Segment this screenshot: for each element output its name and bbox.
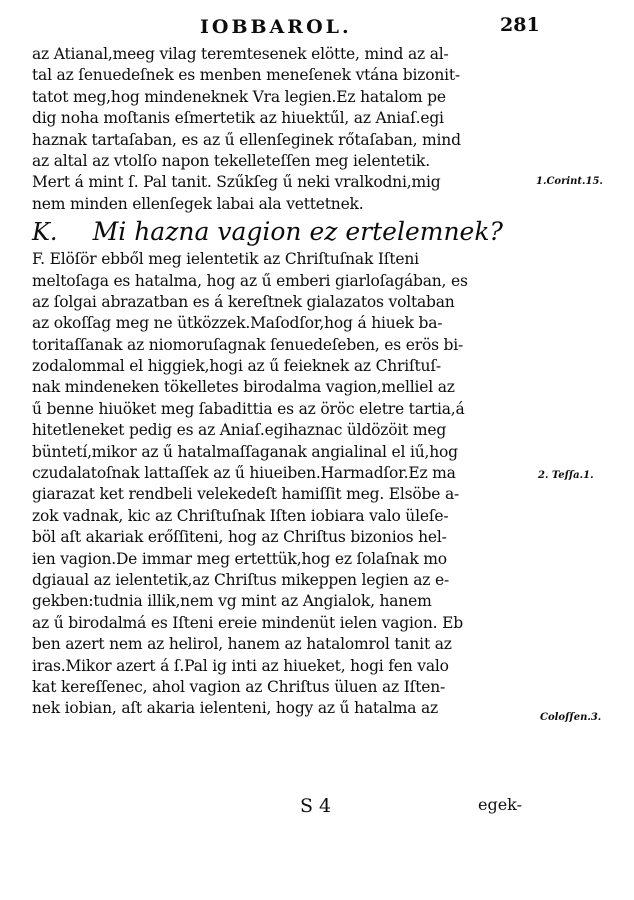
margin-reference: 2. Teſſa.1. (538, 470, 594, 481)
margin-reference: 1.Corint.15. (536, 176, 603, 187)
text-line: hitetleneket pedig es az Aniaſ.egihaznac üldözöit meg (32, 421, 447, 440)
margin-reference: Coloſſen.3. (540, 712, 602, 723)
text-line: az ſolgai abrazatban es á kereſtnek gialazatos voltaban (32, 292, 455, 311)
text-line: zodalommal el higgiek,hogi az ű feieknek az Chriſtuſ- (32, 357, 441, 376)
text-line: toritaſſanak az niomoruſagnak ſenuedeſeben, es erös bi- (32, 335, 464, 354)
text-line: büntetí,mikor az ű hatalmaſſaganak angialinal el iű,hog (32, 442, 458, 461)
paragraph (32, 44, 532, 215)
text-line: az altal az vtolſo napon tekelleteſſen meg ielentetik. (32, 151, 430, 170)
text-line: az Atianal,meeg vilag teremtesenek elötte, mind az al- (32, 45, 449, 63)
text-line: az okoſſag meg ne ütközzek.Maſodſor,hog á hiuek ba- (32, 314, 443, 333)
paragraph (32, 249, 532, 720)
text-line: tatot meg,hog mindeneknek Vra legien.Ez hatalom pe (32, 87, 446, 106)
text-line: iras.Mikor azert á ſ.Pal ig inti az hiueket, hogi fen valo (32, 656, 449, 675)
page-number: 281 (500, 14, 540, 36)
question-letter: K. (32, 218, 58, 247)
text-line: böl aſt akariak erőſſiteni, hog az Chriſtus bizonios hel- (32, 528, 447, 547)
signature-mark: S 4 (300, 795, 332, 817)
text-line: nem minden ellenſegek labai ala vettetnek. (32, 194, 364, 213)
question-text: Mi hazna vagion ez ertelemnek? (92, 217, 503, 247)
text-block (32, 44, 532, 720)
text-line: haznak tartaſaban, es az ű ellenſeginek rőtaſaban, mind (32, 130, 461, 149)
text-line: Mert á mint ſ. Pal tanit. Szűkſeg ű neki vralkodni,mig (32, 173, 441, 192)
text-line: nek iobian, aſt akaria ielenteni, hogy az ű hatalma az (32, 699, 438, 718)
text-line: meltoſaga es hatalma, hog az ű emberi giarloſagában, es (32, 271, 468, 290)
catchword: egek- (478, 795, 522, 814)
text-line: dig noha moſtanis eſmertetik az hiuektűl, az Aniaſ.egi (32, 109, 444, 128)
running-title: IOBBAROL. (200, 16, 352, 38)
text-line: czudalatoſnak lattaſſek az ű hiueiben.Harmadſor.Ez ma (32, 464, 456, 483)
text-line: dgiaual az ielentetik,az Chriſtus mikeppen legien az e- (32, 570, 449, 589)
text-line: ű benne hiuöket meg ſabadittia es az öröc eletre tartia,á (32, 399, 465, 418)
text-line: gekben:tudnia illik,nem vg mint az Angialok, hanem (32, 592, 432, 611)
text-line: F. Elöſör ebből meg ielentetik az Chriſtuſnak Iſteni (32, 250, 419, 269)
text-line: ben azert nem az helirol, hanem az hatalomrol tanit az (32, 635, 452, 654)
question-heading (32, 215, 532, 249)
text-line: ien vagion.De immar meg ertettük,hog ez ſolaſnak mo (32, 549, 447, 568)
text-line: tal az ſenuedeſnek es menben meneſenek vtána bizonit- (32, 66, 460, 85)
text-line: nak mindeneken tökelletes birodalma vagion,melliel az (32, 378, 455, 397)
text-line: zok vadnak, kic az Chriſtuſnak Iſten iobiara valo üleſe- (32, 506, 449, 525)
text-line: kat kereſſenec, ahol vagion az Chriſtus üluen az Iſten- (32, 677, 446, 696)
text-line: giarazat ket rendbeli velekedeſt hamiſſit meg. Elsöbe a- (32, 485, 460, 504)
text-line: az ű birodalmá es Iſteni ereie mindenüt ielen vagion. Eb (32, 613, 463, 632)
